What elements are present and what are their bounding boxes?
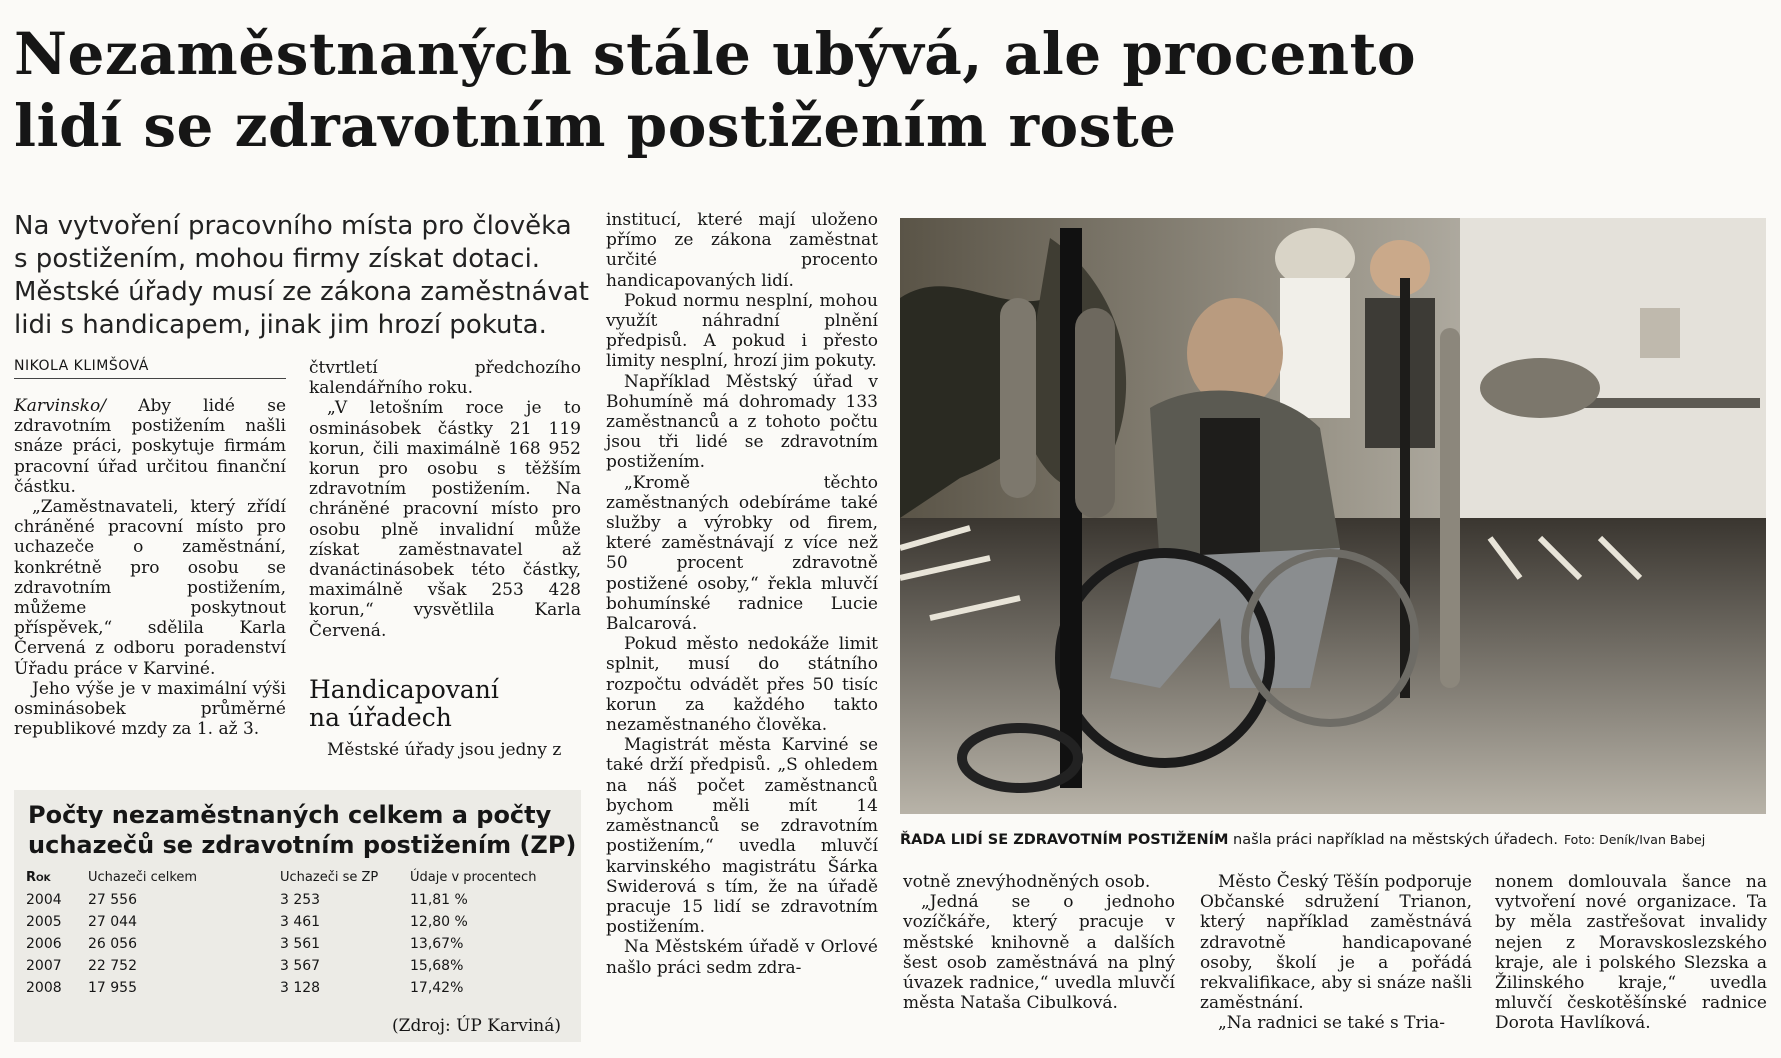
paragraph: „Zaměstnavateli, který zřídí chráněné pracovní místo pro uchazeče o zaměstnání, konkrétně pro osobu se zdravotním postižením, můžeme poskytnout příspěvek,“ sdělila Karla Červená z odboru poradenství Úřadu práce v Karviné. xyxy=(14,497,286,679)
table-cell: 26 056 xyxy=(88,936,137,952)
table-cell: 27 044 xyxy=(88,914,137,930)
table-row xyxy=(26,911,566,933)
paragraph: „Kromě těchto zaměstnaných odebíráme také služby a výrobky od firem, které zaměstnávají z více než 50 procent zdravotně postižené osoby,“ řekla mluvčí bohumínské radnice Lucie Balcarová. xyxy=(606,472,878,635)
table-cell: 11,81 % xyxy=(410,892,468,908)
table-cell: 2005 xyxy=(26,914,62,930)
column-header: Rok xyxy=(26,870,51,885)
paragraph: votně znevýhodněných osob. xyxy=(903,872,1151,892)
table-header-row xyxy=(26,870,566,889)
table-source: (Zdroj: ÚP Karviná) xyxy=(392,1016,561,1036)
paragraph xyxy=(14,396,286,497)
subheading-line: na úřadech xyxy=(309,703,452,732)
paragraph: Magistrát města Karviné se také drží předpisů. „S ohledem na náš počet zaměstnanců bychom měli mít 14 zaměstnanců se zdravotním postižením,“ uvedla mluvčí karvinského magistrátu Šárka Swiderová s tím, že na úřadě pracuje 15 lidí se zdravotním postižením. xyxy=(606,735,878,938)
table-cell: 22 752 xyxy=(88,958,137,974)
table-cell: 3 561 xyxy=(280,936,321,952)
lead-paragraph xyxy=(14,210,589,342)
table-cell: 13,67% xyxy=(410,936,464,952)
table-row xyxy=(26,889,566,911)
news-photo xyxy=(900,218,1766,814)
column-1 xyxy=(14,396,286,739)
paragraph: Městské úřady jsou jedny z xyxy=(327,740,562,760)
column-5 xyxy=(1200,872,1472,1034)
lead-line: Městské úřady musí ze zákona zaměstnávat xyxy=(14,277,589,307)
table-cell: 2008 xyxy=(26,980,62,996)
table-cell: 12,80 % xyxy=(410,914,468,930)
wheelchair-office-photo xyxy=(900,218,1766,814)
table-cell: 2006 xyxy=(26,936,62,952)
paragraph: nonem domlouvala šance na vytvoření nové organizace. Ta by měla zastřešovat invalidy nejen z Moravskoslezského kraje, ale i polského Slezska a Žilinského kraje,“ uvedla mluvčí českotěšínské radnice Dorota Havlíková. xyxy=(1495,872,1767,1034)
headline xyxy=(14,18,1754,162)
stats-table xyxy=(26,870,566,999)
table-row xyxy=(26,933,566,955)
table-row xyxy=(26,977,566,999)
column-header: Uchazeči celkem xyxy=(88,870,198,885)
table-cell: 3 128 xyxy=(280,980,321,996)
column-header: Údaje v procentech xyxy=(410,870,537,885)
photo-caption xyxy=(900,832,1766,848)
table-cell: 3 461 xyxy=(280,914,321,930)
table-cell: 17 955 xyxy=(88,980,137,996)
table-cell: 15,68% xyxy=(410,958,464,974)
paragraph: Pokud město nedokáže limit splnit, musí do státního rozpočtu odvádět přes 50 tisíc korun za každého takto nezaměstnaného člověka. xyxy=(606,634,878,736)
paragraph: „Jedná se o jednoho vozíčkáře, který pracuje v městské knihovně a dalších šest osob zaměstnává na plný úvazek radnice,“ uvedla mluvčí města Nataša Cibulková. xyxy=(903,892,1175,1014)
paragraph: Pokud normu nesplní, mohou využít náhradní plnění předpisů. A pokud i přesto limity nesplní, hrozí jim pokuty. xyxy=(606,290,878,372)
table-row xyxy=(26,955,566,977)
table-cell: 3 567 xyxy=(280,958,321,974)
paragraph: „Na radnici se také s Tria- xyxy=(1218,1013,1445,1034)
subheading-line: Handicapovaní xyxy=(309,675,499,704)
paragraph: „V letošním roce je to osminásobek částky 21 119 korun, čili maximálně 168 952 korun pro osobu s těžším zdravotním postižením. Na chráněné pracovní místo pro osobu plně invalidní může získat zaměstnavatel až dvanáctinásobek této částky, maximálně však 253 428 korun,“ vysvětlila Karla Červená. xyxy=(309,398,581,641)
table-cell: 17,42% xyxy=(410,980,464,996)
table-cell: 27 556 xyxy=(88,892,137,908)
caption-lead: ŘADA LIDÍ SE ZDRAVOTNÍM POSTIŽENÍM xyxy=(900,832,1229,848)
stats-title-line: uchazečů se zdravotním postižením (ZP) xyxy=(28,831,577,859)
table-cell: 2004 xyxy=(26,892,62,908)
stats-title xyxy=(28,800,578,860)
lead-line: s postižením, mohou firmy získat dotaci. xyxy=(14,244,541,274)
lead-line: Na vytvoření pracovního místa pro člověka xyxy=(14,211,572,241)
column-2 xyxy=(309,358,581,641)
dateline: Karvinsko/ xyxy=(14,396,106,416)
column-6 xyxy=(1495,872,1767,1034)
paragraph: Například Městský úřad v Bohumíně má dohromady 133 zaměstnanců a z tohoto počtu jsou tři lidé se zdravotním postižením. xyxy=(606,371,878,473)
column-3 xyxy=(606,210,878,978)
column-2-continued xyxy=(309,740,581,760)
lead-line: lidi s handicapem, jinak jim hrozí pokuta. xyxy=(14,310,547,340)
paragraph: Na Městském úřadě v Orlové našlo práci sedm zdra- xyxy=(606,937,878,978)
column-header: Uchazeči se ZP xyxy=(280,870,379,885)
table-cell: 2007 xyxy=(26,958,62,974)
photo-credit: Foto: Deník/Ivan Babej xyxy=(1563,832,1706,847)
subheading xyxy=(309,676,581,732)
paragraph: Město Český Těšín podporuje Občanské sdružení Trianon, který například zaměstnává zdravotně handicapované osoby, školí je a pořádá rekvalifikace, aby si snáze našli zaměstnání. xyxy=(1200,872,1472,1014)
paragraph-text: Aby lidé se zdravotním postižením našli snáze práci, poskytuje firmám pracovní úřad určitou finanční částku. xyxy=(14,396,286,497)
headline-line-1: Nezaměstnaných stále ubývá, ale procento xyxy=(14,20,1417,88)
stats-title-line: Počty nezaměstnaných celkem a počty xyxy=(28,801,552,829)
paragraph: Jeho výše je v maximální výši osminásobek průměrné republikové mzdy za 1. až 3. xyxy=(14,678,286,740)
headline-line-2: lidí se zdravotním postižením roste xyxy=(14,92,1177,160)
table-cell: 3 253 xyxy=(280,892,321,908)
byline: NIKOLA KLIMŠOVÁ xyxy=(14,358,286,379)
caption-text: našla práci například na městských úřadech. xyxy=(1228,832,1558,848)
paragraph: institucí, které mají uloženo přímo ze zákona zaměstnat určité procento handicapovaných lidí. xyxy=(606,210,878,291)
paragraph: čtvrtletí předchozího kalendářního roku. xyxy=(309,358,581,399)
column-4 xyxy=(903,872,1175,1013)
